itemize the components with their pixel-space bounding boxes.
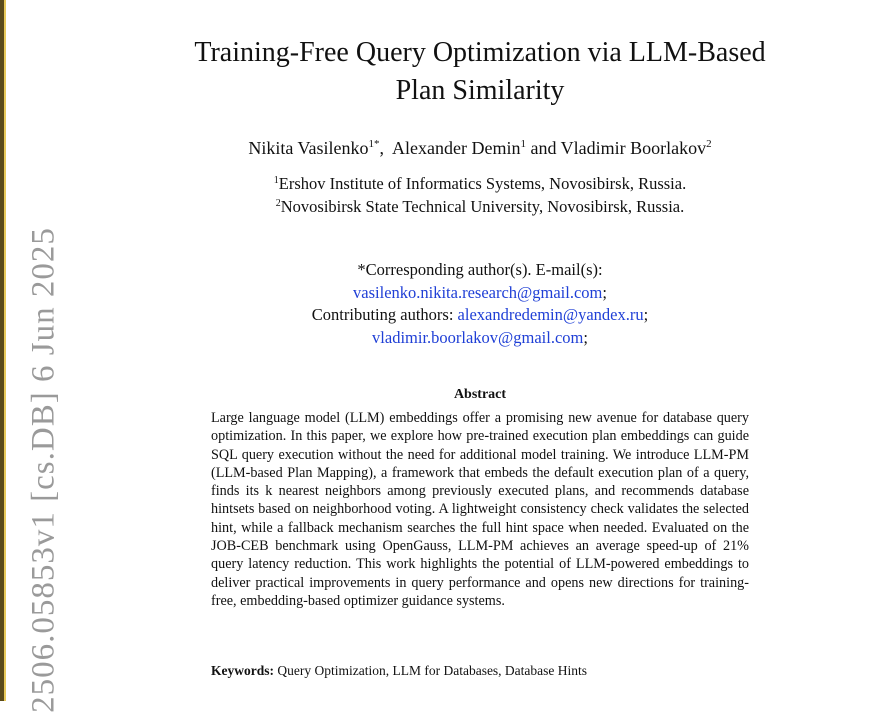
keywords-text: Query Optimization, LLM for Databases, Database Hints — [274, 663, 588, 678]
contact-line — [150, 305, 810, 325]
arxiv-identifier-stamp: 2506.05853v1 [cs.DB] 6 Jun 2025 — [25, 227, 62, 713]
email-separator: ; — [583, 328, 588, 347]
author-name: Nikita Vasilenko — [248, 138, 369, 158]
affiliation-mark: 2 — [275, 198, 281, 209]
author-affiliation-mark: 1* — [368, 138, 380, 150]
corresponding-author-label: *Corresponding author(s). E-mail(s): — [357, 260, 603, 279]
contact-line — [150, 328, 810, 348]
author-name: Alexander Demin — [392, 138, 521, 158]
author-list — [150, 138, 810, 159]
affiliation-text: Novosibirsk State Technical University, Novosibirsk, Russia. — [280, 197, 685, 216]
email-link[interactable]: alexandredemin@yandex.ru — [457, 305, 644, 324]
author-affiliation-mark: 1 — [520, 138, 526, 150]
affiliation-line — [150, 197, 810, 217]
title-line-1: Training-Free Query Optimization via LLM-Based — [194, 37, 766, 68]
email-separator: ; — [602, 283, 607, 302]
author-separator: and — [525, 138, 561, 158]
email-link[interactable]: vladimir.boorlakov@gmail.com — [372, 328, 584, 347]
keywords-label: Keywords: — [211, 663, 274, 678]
author-affiliation-mark: 2 — [706, 138, 712, 150]
affiliation-text: Ershov Institute of Informatics Systems, Novosibirsk, Russia. — [278, 174, 687, 193]
author-separator: , — [379, 138, 393, 158]
contributing-authors-label: Contributing authors: — [311, 305, 458, 324]
email-link[interactable]: vasilenko.nikita.research@gmail.com — [353, 283, 603, 302]
email-separator: ; — [643, 305, 649, 324]
title-line-2: Plan Similarity — [395, 75, 565, 106]
paper-title — [160, 34, 800, 110]
keywords-line — [211, 663, 749, 679]
affiliation-line — [150, 174, 810, 194]
author-name: Vladimir Boorlakov — [560, 138, 707, 158]
contact-line — [150, 283, 810, 303]
abstract-heading: Abstract — [453, 387, 507, 402]
affiliation-mark: 1 — [273, 175, 279, 186]
left-edge-accent — [4, 0, 6, 701]
abstract-body: Large language model (LLM) embeddings offer a promising new avenue for database query optimization. In this paper, we explore how pre-trained execution plan embeddings can guide SQL query execution without the need for additional model training. We introduce LLM-PM (LLM-based Plan Mapping), a framework that embeds the default execution plan of a query, finds its k nearest neighbors among previously executed plans, and recommends database hintsets based on neighborhood voting. A lightweight consistency check validates the selected hint, while a fallback mechanism searches the full hint space when needed. Evaluated on the JOB-CEB benchmark using OpenGauss, LLM-PM achieves an average speed-up of 21% query latency reduction. This work highlights the potential of LLM-powered embeddings to deliver practical improvements in query performance and opens new directions for training-free, embedding-based optimizer guidance systems. — [211, 410, 749, 609]
